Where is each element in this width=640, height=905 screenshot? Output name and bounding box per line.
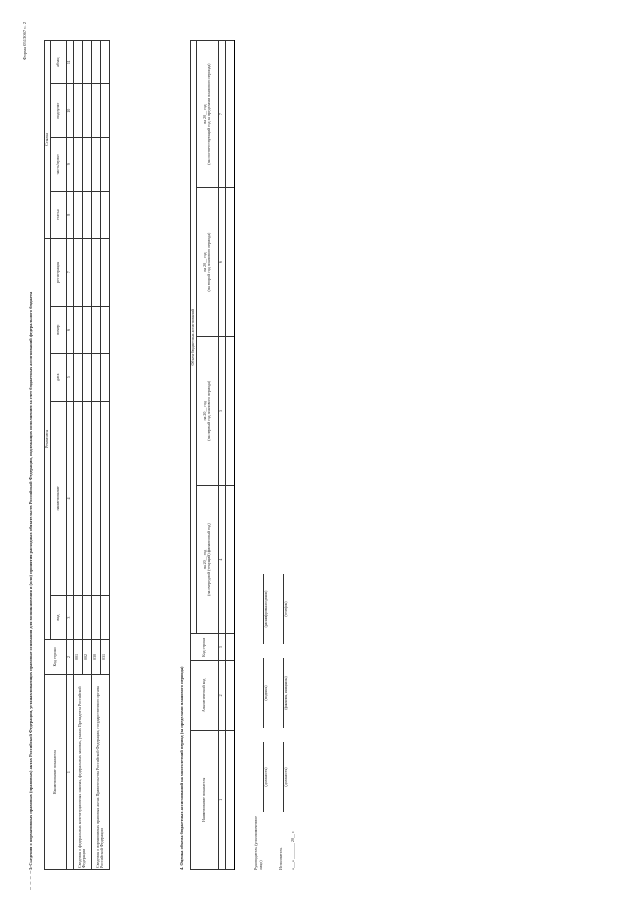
cell[interactable] xyxy=(100,84,109,138)
cell[interactable] xyxy=(82,138,91,192)
cell[interactable] xyxy=(73,596,82,639)
year-sub: (на очередной (текущий) финансовый год) xyxy=(206,523,212,596)
year-sub: (на второй год планового периода) xyxy=(206,232,212,292)
section4-title: 4. Оценка объема бюджетных ассигнований на многолетний период (за пределами планового периода) xyxy=(179,666,184,870)
row-code: 002 xyxy=(82,639,91,674)
col-num: 7 xyxy=(218,41,225,188)
year-label: на 20__ год xyxy=(201,252,207,272)
th-analytic: Аналитический код xyxy=(191,661,219,731)
cell[interactable] xyxy=(100,306,109,353)
caption: (должность) xyxy=(284,767,288,787)
caption: (фамилия, инициалы) xyxy=(284,676,288,710)
th-year-3 xyxy=(196,188,218,337)
cell[interactable] xyxy=(82,191,91,238)
th-name: Наименование показателя xyxy=(191,730,219,869)
head-position-line[interactable] xyxy=(256,742,268,812)
table-row xyxy=(91,41,100,870)
th-year-2 xyxy=(196,336,218,485)
year-label: на 20__ год xyxy=(201,549,207,570)
row-name: Сведения о нормативных правовых актах Правительства Российской Федерации, государственного органа Российской Федерации xyxy=(91,675,109,870)
cell[interactable] xyxy=(225,485,234,634)
cell[interactable] xyxy=(82,84,91,138)
cell[interactable] xyxy=(82,596,91,639)
cell[interactable] xyxy=(100,138,109,192)
cell[interactable] xyxy=(225,661,234,731)
executor-signature-row xyxy=(270,370,288,870)
executor-position-line[interactable] xyxy=(276,742,288,812)
th-name: Наименование показателя xyxy=(45,675,67,870)
th-kind: вид xyxy=(50,596,66,639)
row-name: Сведения о федеральных конституционных законах, федеральных законах, указах Президента Российской Федерации xyxy=(73,675,91,870)
executor-phone-line[interactable] xyxy=(276,574,288,644)
head-decoding-line[interactable] xyxy=(256,574,268,644)
cell[interactable] xyxy=(73,306,82,353)
cell[interactable] xyxy=(82,306,91,353)
cell[interactable] xyxy=(73,138,82,192)
cell[interactable] xyxy=(91,191,100,238)
col-num: 4 xyxy=(218,485,225,634)
cell[interactable] xyxy=(91,84,100,138)
cell[interactable] xyxy=(82,238,91,306)
row-code: 030 xyxy=(91,639,100,674)
row-code: 001 xyxy=(73,639,82,674)
cell[interactable] xyxy=(100,596,109,639)
cell[interactable] xyxy=(73,41,82,84)
legal-acts-table xyxy=(44,40,110,870)
cell[interactable] xyxy=(82,354,91,401)
head-signature-row xyxy=(250,370,268,870)
cell[interactable] xyxy=(73,238,82,306)
col-num: 11 xyxy=(66,41,73,84)
section3-title: 3. Сведения о нормативных правовых (правовых) актах Российской Федерации, устанавливающих правовые основания для возникновения и (или) принятия расходных обязательств Российской Федерации, подлежащих исполнению за счет бюджетных ассигнований федерального бюджета xyxy=(28,291,33,870)
cell[interactable] xyxy=(91,306,100,353)
caption: (расшифровка подписи) xyxy=(264,590,268,628)
th-subpoint: подпункт xyxy=(50,84,66,138)
caption: (подпись) xyxy=(264,685,268,701)
cell[interactable] xyxy=(225,41,234,188)
cell[interactable] xyxy=(82,41,91,84)
th-code: Код строки xyxy=(45,639,67,674)
th-article: статья xyxy=(50,191,66,238)
cell[interactable] xyxy=(91,596,100,639)
scan-edge-mark xyxy=(30,860,31,890)
th-year-4 xyxy=(196,41,218,188)
table-row xyxy=(73,41,82,870)
cell[interactable] xyxy=(225,634,234,661)
cell[interactable] xyxy=(100,354,109,401)
cell[interactable] xyxy=(91,238,100,306)
col-num: 1 xyxy=(66,675,73,870)
year-sub: (на соответствующий год за пределами планового периода) xyxy=(206,63,212,165)
th-volume: Объем бюджетных ассигнований xyxy=(191,41,197,634)
caption: (должность) xyxy=(264,767,268,787)
th-reference: Ссылка xyxy=(45,41,51,239)
th-number: номер xyxy=(50,306,66,353)
th-registration: регистрация xyxy=(50,238,66,306)
year-label: на 20__ год xyxy=(201,104,207,124)
table-row xyxy=(225,41,234,870)
cell[interactable] xyxy=(100,41,109,84)
col-num: 1 xyxy=(218,730,225,869)
cell[interactable] xyxy=(225,188,234,337)
budget-estimate-table xyxy=(190,40,235,870)
row-code: 031 xyxy=(100,639,109,674)
col-num: 8 xyxy=(66,191,73,238)
cell[interactable] xyxy=(91,41,100,84)
col-num: 10 xyxy=(66,84,73,138)
cell[interactable] xyxy=(225,336,234,485)
form-code: Форма 0513067 с. 2 xyxy=(22,22,27,61)
cell[interactable] xyxy=(73,401,82,596)
cell[interactable] xyxy=(100,401,109,596)
cell[interactable] xyxy=(91,138,100,192)
th-requisites: Реквизиты xyxy=(45,238,51,639)
col-num: 5 xyxy=(218,336,225,485)
cell[interactable] xyxy=(100,238,109,306)
cell[interactable] xyxy=(73,354,82,401)
signature-date: «___» ________ 20__ г. xyxy=(290,830,295,870)
head-label: Руководитель (уполномоченное лицо) xyxy=(253,815,264,870)
col-num: 6 xyxy=(66,306,73,353)
year-label: на 20__ год xyxy=(201,401,207,421)
executor-fio-line[interactable] xyxy=(276,658,288,728)
col-num: 6 xyxy=(218,188,225,337)
year-sub: (на первый год планового периода) xyxy=(206,380,212,441)
cell[interactable] xyxy=(73,191,82,238)
cell[interactable] xyxy=(91,354,100,401)
col-num: 3 xyxy=(218,634,225,661)
th-title: наименование xyxy=(50,401,66,596)
caption: (телефон) xyxy=(284,601,288,617)
col-num: 7 xyxy=(66,238,73,306)
signature-block xyxy=(250,370,296,870)
th-paragraph: абзац xyxy=(50,41,66,84)
col-num: 9 xyxy=(66,138,73,192)
th-date: дата xyxy=(50,354,66,401)
cell[interactable] xyxy=(73,84,82,138)
rotated-form-page xyxy=(18,8,295,888)
cell[interactable] xyxy=(82,401,91,596)
th-part: часть/пункт xyxy=(50,138,66,192)
cell[interactable] xyxy=(91,401,100,596)
col-num: 3 xyxy=(66,596,73,639)
col-num: 5 xyxy=(66,354,73,401)
cell[interactable] xyxy=(225,730,234,869)
cell[interactable] xyxy=(100,191,109,238)
col-num: 2 xyxy=(66,639,73,674)
col-num: 4 xyxy=(66,401,73,596)
th-code: Код строки xyxy=(191,634,219,661)
th-year-1 xyxy=(196,485,218,634)
head-signature-line[interactable] xyxy=(256,658,268,728)
executor-label: Исполнитель xyxy=(278,847,284,870)
col-num: 2 xyxy=(218,661,225,731)
